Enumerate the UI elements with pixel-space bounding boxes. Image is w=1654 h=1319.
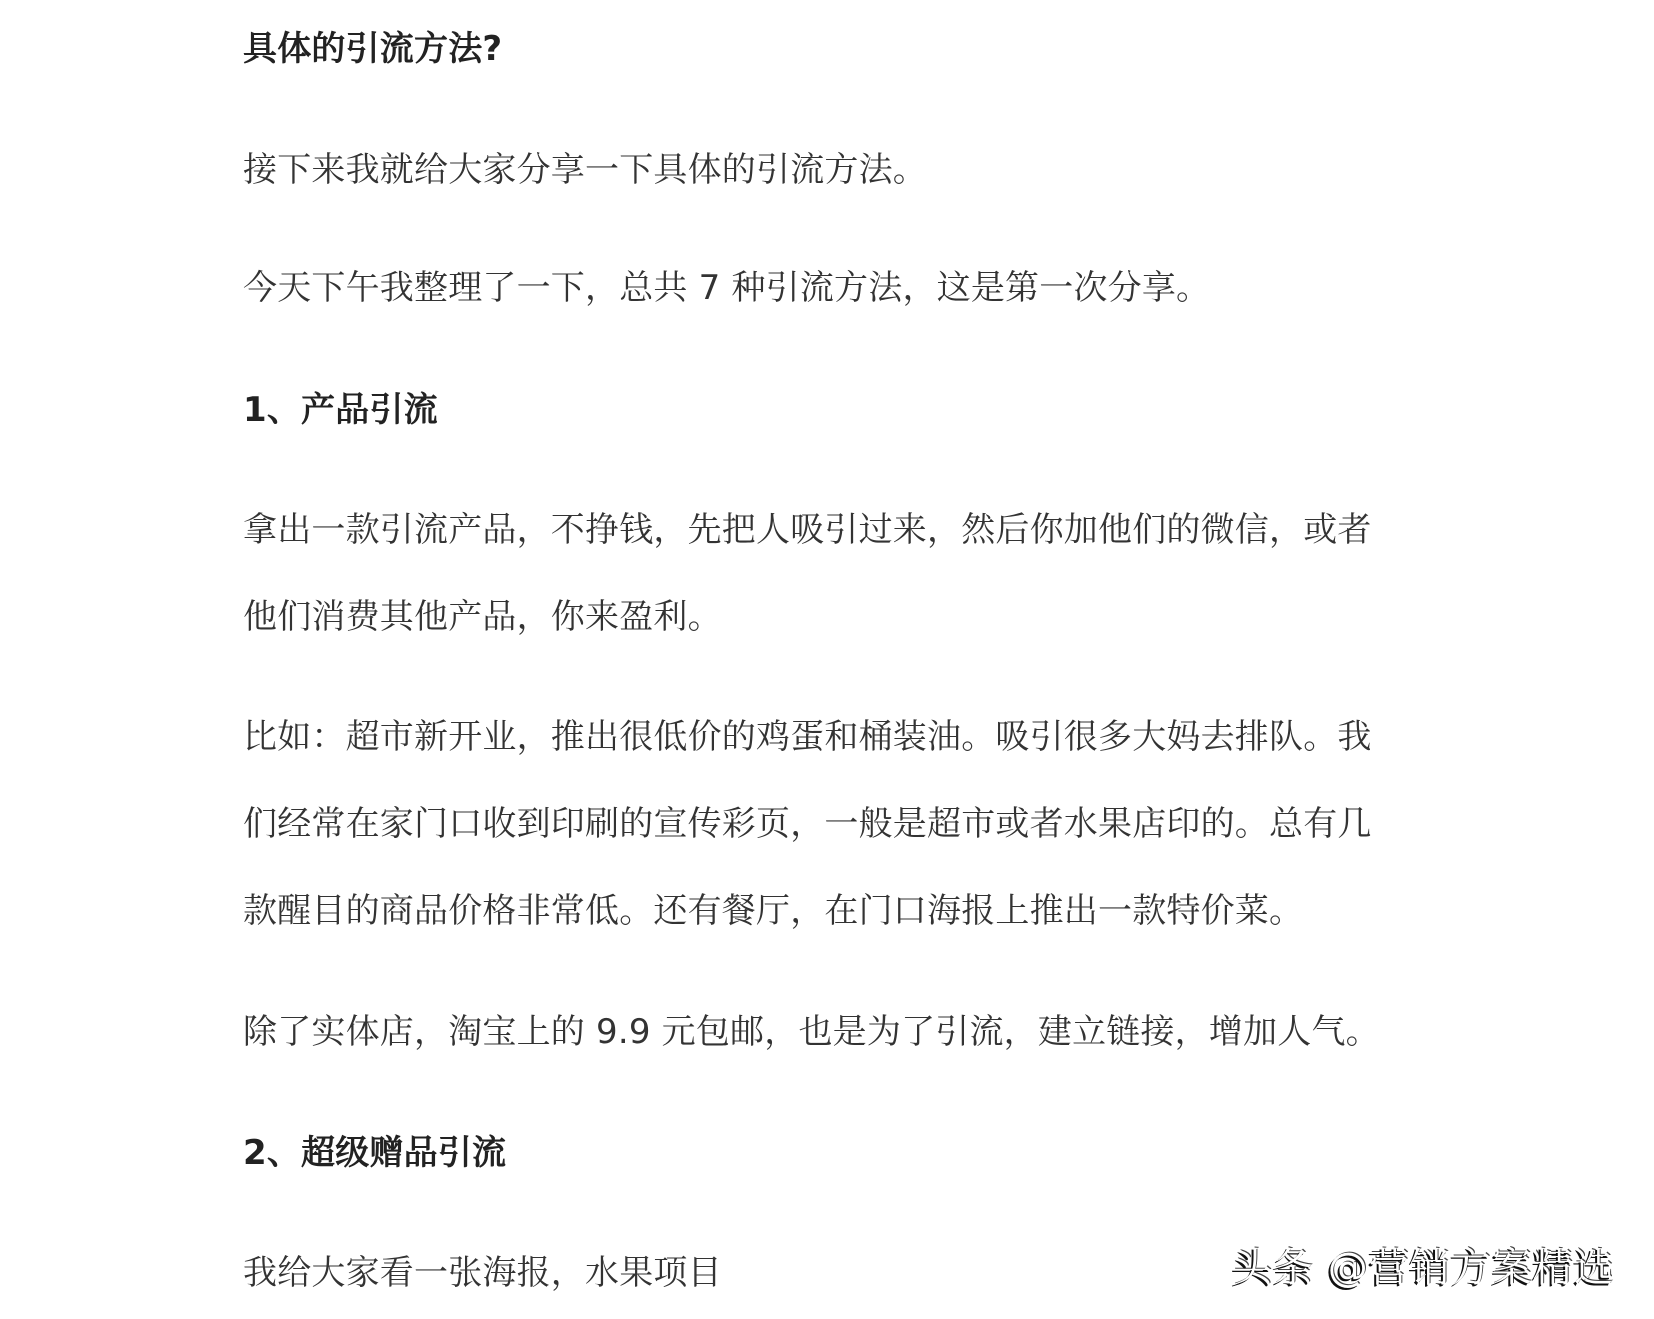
section-1-heading: 1、产品引流 [243,390,438,430]
section-2-paragraph-1: 我给大家看一张海报，水果项目 [243,1253,722,1293]
article-title: 具体的引流方法? [243,29,503,69]
section-1-paragraph-3: 除了实体店，淘宝上的 9.9 元包邮，也是为了引流，建立链接，增加人气。 [243,1012,1380,1052]
intro-paragraph-1: 接下来我就给大家分享一下具体的引流方法。 [243,150,927,190]
section-1-paragraph-2: 比如：超市新开业，推出很低价的鸡蛋和桶装油。吸引很多大妈去排队。我们经常在家门口收到印刷的宣传彩页，一般是超市或者水果店印的。总有几款醒目的商品价格非常低。还有餐厅，在门口海报上推出一款特价菜。 [243,717,1372,931]
intro-paragraph-2: 今天下午我整理了一下，总共 7 种引流方法，这是第一次分享。 [243,268,1211,308]
section-1-paragraph-1: 拿出一款引流产品，不挣钱，先把人吸引过来，然后你加他们的微信，或者他们消费其他产品，你来盈利。 [243,510,1372,637]
section-2-heading: 2、超级赠品引流 [243,1133,507,1173]
watermark: 头条 @营销方案精选 [1232,1245,1615,1291]
